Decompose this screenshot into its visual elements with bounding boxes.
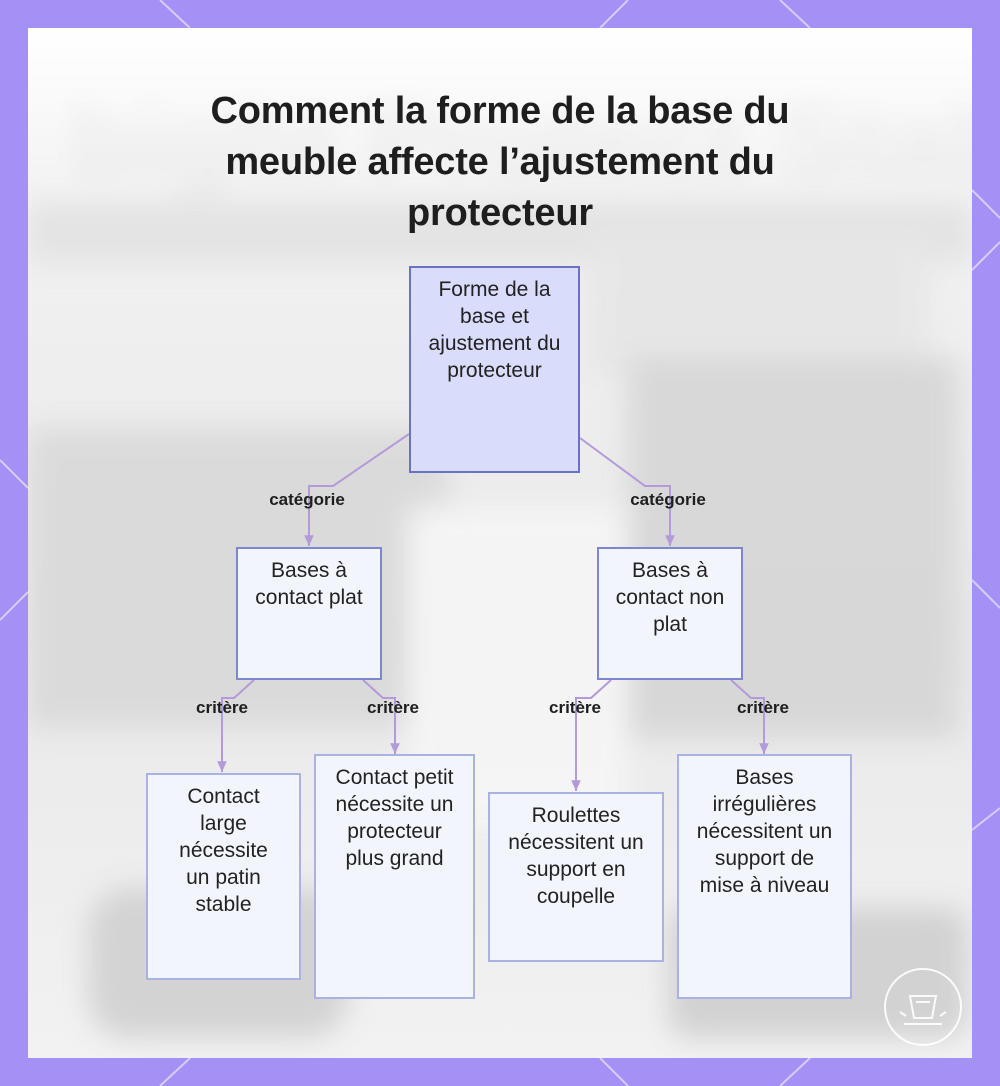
leaf-contact-large: Contact large nécessite un patin stable [146, 773, 301, 980]
node-bases-contact-plat: Bases à contact plat [236, 547, 382, 680]
edge-label-critere-4: critère [737, 698, 789, 717]
root-node: Forme de la base et ajustement du protecteur [409, 266, 580, 473]
diagram-card [28, 28, 972, 1058]
edge-label-categorie-right: catégorie [630, 490, 706, 509]
edge-label-critere-2: critère [367, 698, 419, 717]
leaf-contact-petit: Contact petit nécessite un protecteur plus grand [314, 754, 475, 999]
leaf-roulettes: Roulettes nécessitent un support en coupelle [488, 792, 664, 962]
diagram-title: Comment la forme de la base du meuble affecte l’ajustement du protecteur [210, 90, 790, 234]
node-bases-contact-non-plat: Bases à contact non plat [597, 547, 743, 680]
edge-label-critere-3: critère [549, 698, 601, 717]
edge-right-child-1 [576, 680, 611, 791]
edge-left-child-1 [222, 680, 254, 772]
leaf-bases-irregulieres: Bases irrégulières nécessitent un support de mise à niveau [677, 754, 852, 999]
edge-label-critere-1: critère [196, 698, 248, 717]
brand-logo-icon [882, 966, 964, 1048]
edge-label-categorie-left: catégorie [269, 490, 345, 509]
